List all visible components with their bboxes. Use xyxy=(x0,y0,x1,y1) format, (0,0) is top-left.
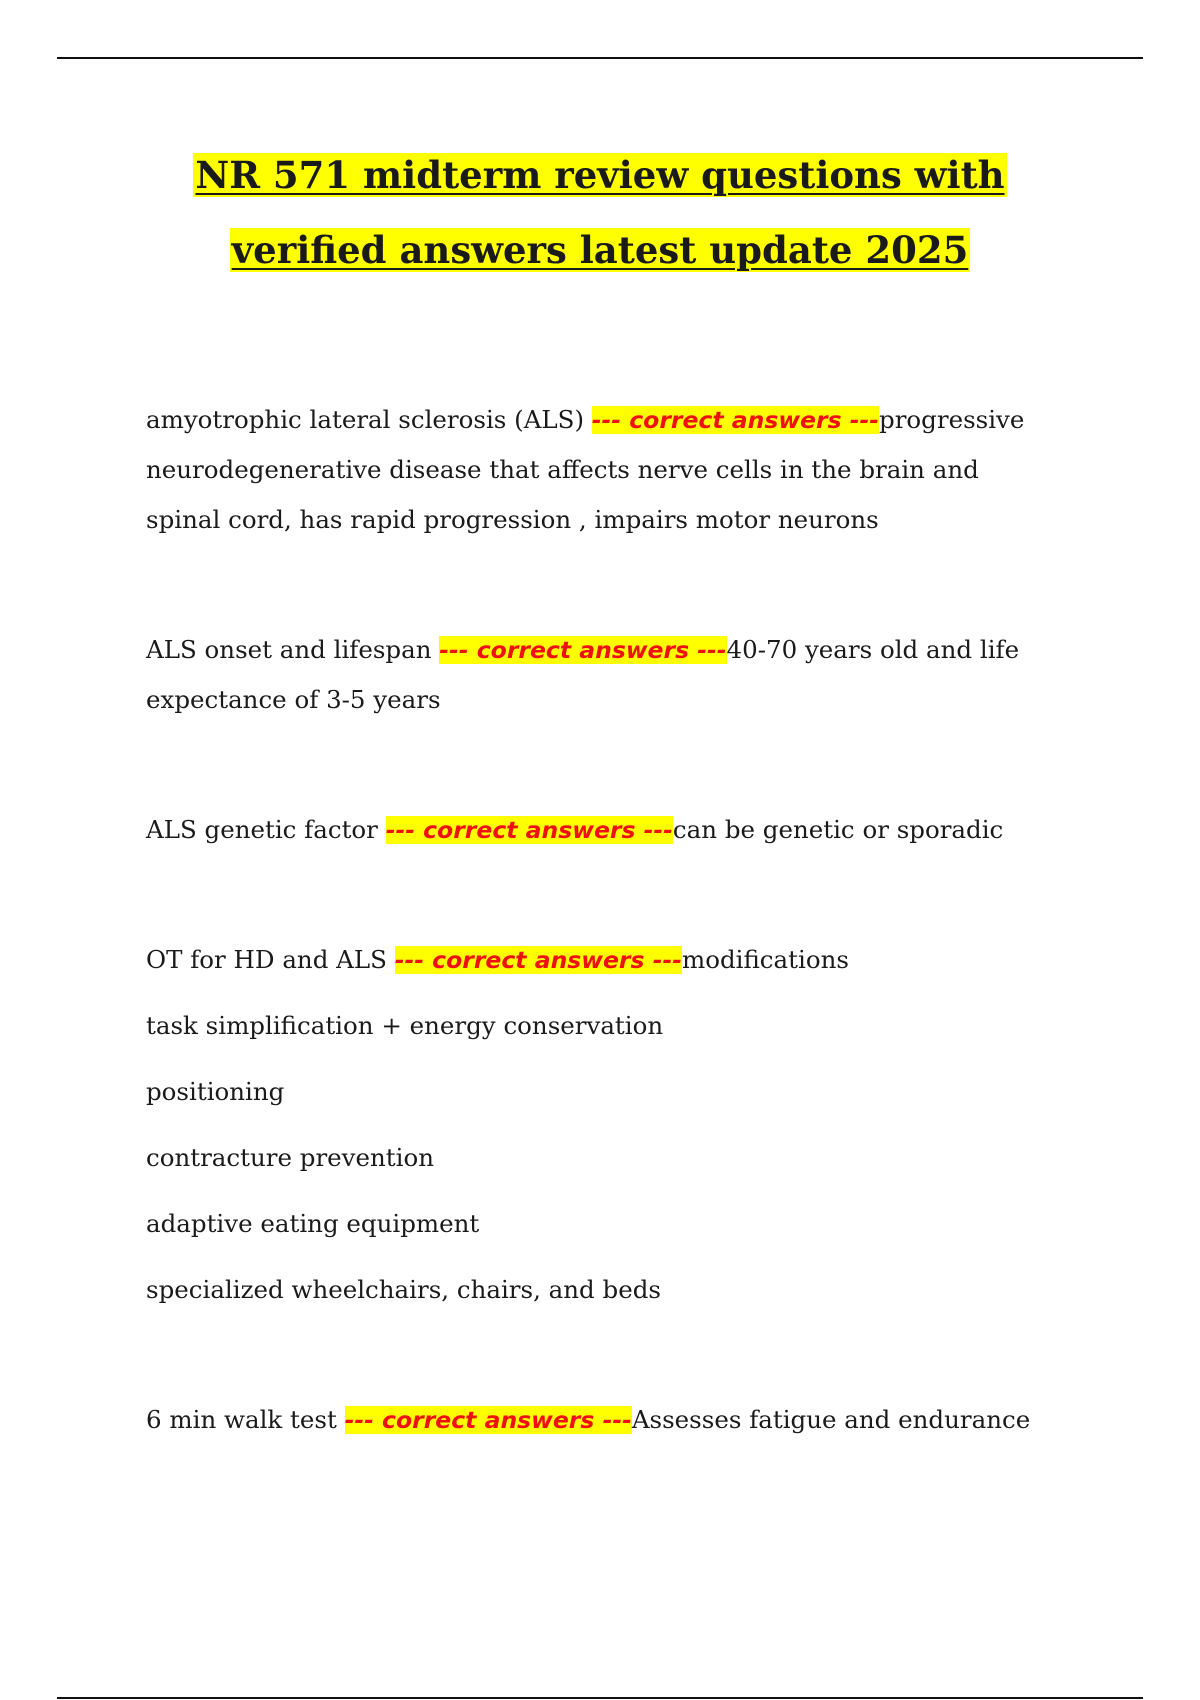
entry-answer: 40-70 years old and life xyxy=(726,635,1020,664)
entry-answer-line: positioning xyxy=(146,1077,285,1106)
entry-term: amyotrophic lateral sclerosis (ALS) xyxy=(146,405,592,434)
qa-entry-als xyxy=(146,395,1096,545)
answer-marker: --- correct answers --- xyxy=(344,1406,632,1434)
title-line-2: verified answers latest update 2025 xyxy=(231,228,969,272)
entry-answer-line: task simplification + energy conservation xyxy=(146,1011,664,1040)
answer-marker: --- correct answers --- xyxy=(385,816,673,844)
entry-answer-line: expectance of 3-5 years xyxy=(146,685,441,714)
answer-marker: --- correct answers --- xyxy=(394,946,682,974)
entry-answer-line: spinal cord, has rapid progression , impairs motor neurons xyxy=(146,505,879,534)
entry-answer: modifications xyxy=(681,945,849,974)
entry-answer-line: neurodegenerative disease that affects nerve cells in the brain and xyxy=(146,455,979,484)
entry-answer-line: adaptive eating equipment xyxy=(146,1209,480,1238)
document-title xyxy=(60,138,1140,288)
qa-entry-ot xyxy=(146,935,1096,1315)
entry-answer-line: specialized wheelchairs, chairs, and beds xyxy=(146,1275,661,1304)
entry-term: 6 min walk test xyxy=(146,1405,345,1434)
qa-entry-walk-test xyxy=(146,1395,1096,1445)
qa-entry-als-genetic xyxy=(146,805,1096,855)
qa-content xyxy=(146,395,1096,1445)
entry-answer: progressive xyxy=(879,405,1025,434)
entry-answer: can be genetic or sporadic xyxy=(672,815,1004,844)
entry-term: ALS genetic factor xyxy=(146,815,386,844)
entry-term: ALS onset and lifespan xyxy=(146,635,440,664)
entry-term: OT for HD and ALS xyxy=(146,945,395,974)
qa-entry-als-onset xyxy=(146,625,1096,725)
entry-answer: Assesses fatigue and endurance xyxy=(631,1405,1031,1434)
top-rule xyxy=(57,57,1143,59)
bottom-rule xyxy=(57,1697,1143,1699)
answer-marker: --- correct answers --- xyxy=(439,636,727,664)
answer-marker: --- correct answers --- xyxy=(591,406,880,434)
title-line-1: NR 571 midterm review questions with xyxy=(195,153,1005,197)
entry-answer-line: contracture prevention xyxy=(146,1143,434,1172)
